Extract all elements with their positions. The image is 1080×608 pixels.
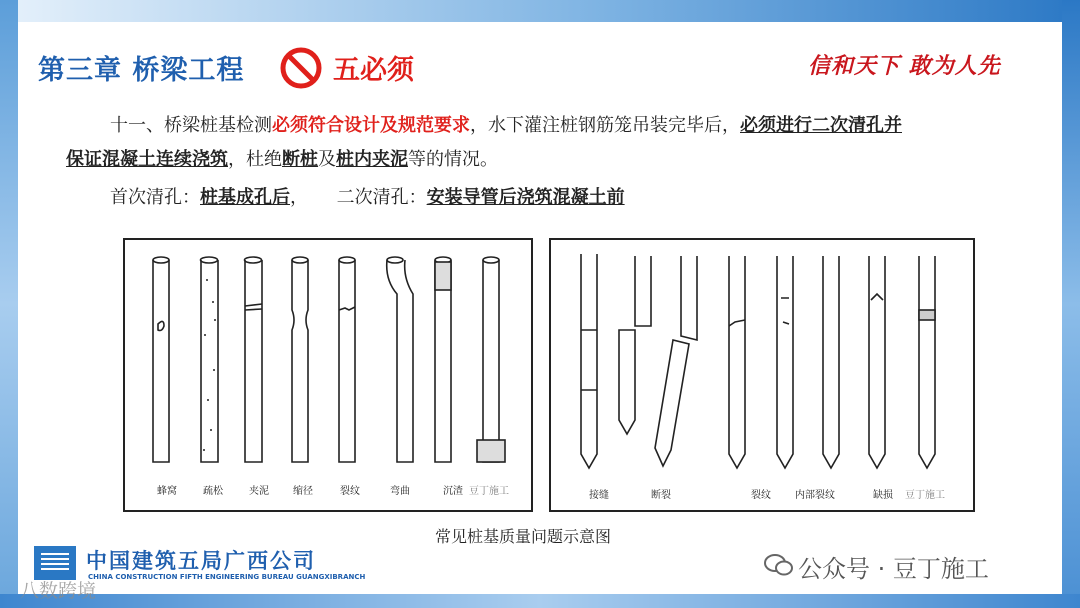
underlined-text: 必须进行二次清孔并 [740, 115, 902, 136]
watermark-left: 八数跨境 [20, 580, 97, 602]
chapter-title: 第三章 桥梁工程 [38, 55, 245, 86]
label-joint: 接缝 [589, 490, 609, 501]
label-crack-right: 裂纹 [751, 490, 771, 501]
frame-left [0, 0, 18, 608]
underlined-text: 桩内夹泥 [336, 149, 408, 170]
paragraph-line-1 [110, 109, 1010, 143]
text-span: ，杜绝 [228, 149, 282, 170]
label-honeycomb: 蜂窝 [157, 486, 177, 497]
highlight-text: 必须符合设计及规范要求 [272, 115, 470, 136]
underlined-text: 桩基成孔后 [200, 187, 290, 208]
text-span: 及 [318, 149, 336, 170]
label-mud: 夹泥 [249, 486, 269, 497]
text-span: ，水下灌注桩钢筋笼吊装完毕后， [470, 115, 740, 136]
text-span: ， 二次清孔： [290, 187, 427, 208]
underlined-text: 断桩 [282, 149, 318, 170]
watermark-right [764, 549, 989, 584]
label-defect: 缺损 [873, 490, 893, 501]
figure-caption: 常见桩基质量问题示意图 [435, 527, 612, 546]
paragraph-line-2 [66, 143, 498, 177]
frame-top [0, 0, 1080, 22]
label-sediment: 沉渣 [443, 486, 463, 497]
pile-defects-figure-left [123, 238, 533, 512]
label-crack: 裂纹 [340, 486, 360, 497]
label-internal-crack: 内部裂纹 [795, 490, 835, 501]
frame-right [1062, 0, 1080, 608]
prohibition-icon [279, 46, 323, 90]
title-suffix: 五必须 [333, 55, 414, 86]
watermark-right-text: 公众号 · 豆丁施工 [798, 555, 989, 583]
label-loose: 疏松 [203, 486, 223, 497]
underlined-text: 安装导管后浇筑混凝土前 [426, 187, 625, 208]
wechat-icon [764, 553, 794, 577]
label-bent: 弯曲 [390, 486, 410, 497]
pile-drawings-right [551, 240, 973, 510]
pile-drawings-left [125, 240, 531, 510]
company-name: 中国建筑五局广西公司 [86, 549, 316, 573]
pile-defects-figure-right [549, 238, 975, 512]
label-necking: 缩径 [293, 486, 313, 497]
company-name-en: CHINA CONSTRUCTION FIFTH ENGINEERING BUREAU GUANGXIBRANCH [88, 573, 366, 581]
text-span: 十一、桥梁桩基检测 [110, 115, 272, 136]
paragraph-line-3 [110, 181, 625, 215]
watermark-figure-right: 豆丁施工 [905, 490, 945, 501]
watermark-figure-left: 豆丁施工 [469, 486, 509, 497]
motto: 信和天下 敢为人先 [808, 53, 1001, 79]
text-span: 等的情况。 [408, 149, 498, 170]
underlined-text: 保证混凝土连续浇筑 [66, 149, 228, 170]
company-logo-icon [34, 546, 76, 580]
frame-bottom [0, 594, 1080, 608]
text-span: 首次清孔： [110, 187, 200, 208]
label-fracture: 断裂 [651, 490, 671, 501]
